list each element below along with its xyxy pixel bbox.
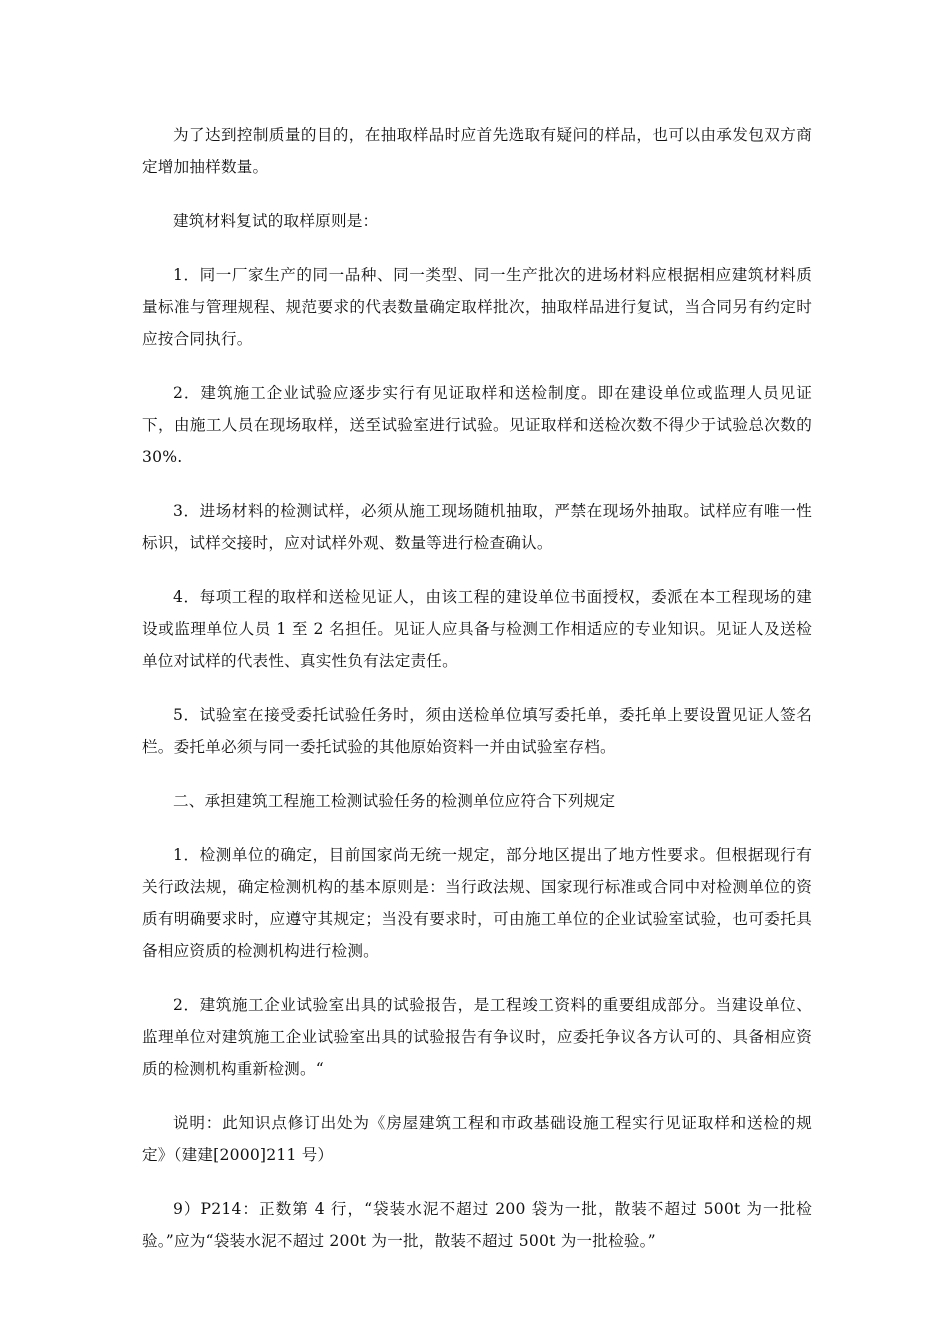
- paragraph-rule-2: 2．建筑施工企业试验应逐步实行有见证取样和送检制度。即在建设单位或监理人员见证下，由施工人员在现场取样，送至试验室进行试验。见证取样和送检次数不得少于试验总次数的 30%.: [142, 384, 812, 466]
- paragraph-sampling-principles-heading: 建筑材料复试的取样原则是：: [173, 212, 379, 230]
- paragraph-note: 说明：此知识点修订出处为《房屋建筑工程和市政基础设施工程实行见证取样和送检的规定》（建建[2000]211 号）: [142, 1114, 812, 1164]
- paragraph-correction-9: 9）P214：正数第 4 行，“袋装水泥不超过 200 袋为一批，散装不超过 500t 为一批检验。”应为“袋装水泥不超过 200t 为一批，散装不超过 500t 为一批检验。”: [142, 1200, 812, 1250]
- paragraph-rule-4: 4．每项工程的取样和送检见证人，由该工程的建设单位书面授权，委派在本工程现场的建设或监理单位人员 1 至 2 名担任。见证人应具备与检测工作相适应的专业知识。见证人及送检单位对试样的代表性、真实性负有法定责任。: [142, 588, 812, 670]
- paragraph-intro: 为了达到控制质量的目的，在抽取样品时应首先选取有疑问的样品，也可以由承发包双方商定增加抽样数量。: [142, 126, 812, 176]
- paragraph-rule-5: 5．试验室在接受委托试验任务时，须由送检单位填写委托单，委托单上要设置见证人签名栏。委托单必须与同一委托试验的其他原始资料一并由试验室存档。: [142, 706, 812, 756]
- paragraph-rule-3: 3．进场材料的检测试样，必须从施工现场随机抽取，严禁在现场外抽取。试样应有唯一性标识，试样交接时，应对试样外观、数量等进行检查确认。: [142, 502, 812, 552]
- paragraph-testing-rule-2: 2．建筑施工企业试验室出具的试验报告，是工程竣工资料的重要组成部分。当建设单位、监理单位对建筑施工企业试验室出具的试验报告有争议时，应委托争议各方认可的、具备相应资质的检测机构重新检测。“: [142, 996, 812, 1078]
- section-heading-testing-units: 二、承担建筑工程施工检测试验任务的检测单位应符合下列规定: [173, 792, 616, 810]
- paragraph-rule-1: 1．同一厂家生产的同一品种、同一类型、同一生产批次的进场材料应根据相应建筑材料质量标准与管理规程、规范要求的代表数量确定取样批次，抽取样品进行复试，当合同另有约定时应按合同执行。: [142, 266, 812, 348]
- paragraph-testing-rule-1: 1．检测单位的确定，目前国家尚无统一规定，部分地区提出了地方性要求。但根据现行有关行政法规，确定检测机构的基本原则是：当行政法规、国家现行标准或合同中对检测单位的资质有明确要求时，应遵守其规定；当没有要求时，可由施工单位的企业试验室试验，也可委托具备相应资质的检测机构进行检测。: [142, 846, 812, 960]
- document-body: [142, 119, 812, 1279]
